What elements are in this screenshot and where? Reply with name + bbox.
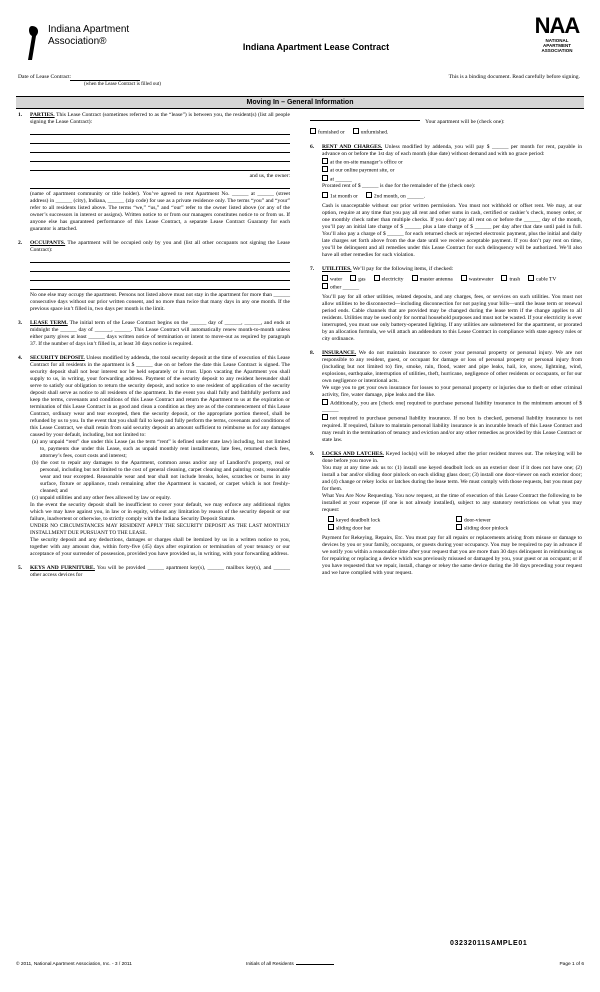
checkbox[interactable]	[456, 516, 462, 522]
owner-name-field[interactable]	[30, 182, 290, 189]
checkbox[interactable]	[328, 516, 334, 522]
payment-option[interactable]	[322, 158, 582, 167]
utility-option[interactable]	[528, 275, 556, 284]
paragraph-utilities	[310, 266, 582, 343]
indiana-apartment-association-logo	[24, 20, 144, 64]
deposit-caps-notice: UNDER NO CIRCUMSTANCES MAY RESIDENT APPLY THE SECURITY DEPOSIT AS THE LAST MONTHLY INSTALLMENT DUE PURSUANT TO THE LEASE.	[30, 523, 290, 536]
checkbox[interactable]	[322, 283, 328, 289]
resident-name-field[interactable]	[30, 164, 290, 171]
furnished-option[interactable]	[310, 128, 345, 137]
checkbox[interactable]	[374, 275, 380, 281]
paragraph-number: 6.	[310, 143, 315, 150]
date-field[interactable]	[70, 80, 140, 81]
paragraph-occupants	[18, 240, 290, 313]
date-line	[16, 74, 584, 90]
checkbox[interactable]	[310, 128, 316, 134]
utility-options	[322, 275, 582, 292]
option-label: keyed deadbolt lock	[336, 517, 381, 523]
paragraph-number: 1.	[18, 112, 23, 118]
paragraph-lease-term	[18, 320, 290, 348]
paragraph-heading: OCCUPANTS.	[30, 240, 66, 246]
option-label: cable TV	[536, 276, 557, 282]
paragraph-text: We do not maintain insurance to cover your personal property or personal injury. We are not responsible to any resident, guest, or occupant for damage or loss of personal property or personal injury from (including but not limited to) fire, smoke, rain, flood, water and pipe leaks, hail, ice, snow, lightning, wind, explosions, earthquake, interruption of utilities, theft, hurricane, negligence of other residents or occupants, or for our own negligence or intentional acts.	[322, 349, 582, 384]
checkbox[interactable]	[322, 158, 328, 164]
option-label: other ______	[330, 284, 360, 291]
initials-line	[246, 962, 334, 967]
utility-option[interactable]	[374, 275, 404, 284]
paragraph-number: 9.	[310, 450, 315, 457]
initials-field[interactable]	[296, 964, 334, 965]
checkbox[interactable]	[456, 524, 462, 530]
paragraph-text: Your apartment will be (check one):	[425, 119, 505, 125]
option-label: sliding door pinlock	[464, 525, 509, 532]
date-label: Date of Lease Contract:	[18, 74, 72, 80]
option-label: electricity	[381, 276, 404, 282]
option-label: at ______	[330, 176, 352, 182]
naa-logo-line3: ASSOCIATION	[541, 48, 573, 53]
occupant-name-field[interactable]	[30, 283, 290, 290]
utility-option[interactable]	[412, 275, 453, 284]
right-column	[310, 112, 582, 584]
occupant-name-field[interactable]	[30, 274, 290, 281]
paragraph-text: No one else may occupy the apartment. Persons not listed above must not stay in the apartment for more than ______ consecutive days without our prior written consent, and no more than twice that many days in any one month. If the previous space isn’t filled in, two days per month is the limit.	[30, 292, 290, 312]
checkbox[interactable]	[353, 128, 359, 134]
paragraph-insurance	[310, 350, 582, 444]
lock-request-options	[322, 516, 582, 533]
option-label: wastewater	[468, 276, 494, 282]
ia-logo-icon	[24, 24, 44, 62]
document-code: 03232011SAMPLE01	[450, 940, 528, 947]
checkbox[interactable]	[528, 275, 534, 281]
paragraph-locks-latches	[310, 451, 582, 577]
option-label: gas	[358, 276, 366, 282]
header	[16, 14, 584, 72]
paragraph-number: 8.	[310, 349, 315, 356]
prorated-rent-text: Prorated rent of $ ______ is due for the remainder of the (check one):	[322, 183, 476, 189]
paragraph-text: We urge you to get your own insurance for losses to your personal property or injuries due to theft or other criminal activity, fire, water damage, pipe leaks and the like.	[322, 384, 582, 398]
resident-name-field[interactable]	[30, 137, 290, 144]
checkbox[interactable]	[328, 524, 334, 530]
paragraph-text: This Lease Contract (sometimes referred to as the “lease”) is between you, the resident(s) (list all people signing the Lease Contract):	[30, 112, 290, 125]
prorated-options	[322, 192, 582, 201]
paragraph-text: Keyed lock(s) will be rekeyed after the prior resident moves out. The rekeying will be done before you move in.	[322, 450, 582, 464]
option-label: door-viewer	[464, 517, 491, 523]
checkbox[interactable]	[322, 399, 328, 405]
deposit-item-b: (b) the cost to repair any damages to the Apartment, common areas and/or any of Landlord’s property, real or personal, including but not limited to the cost of general cleaning, carpet cleaning and painting costs, reasonable wear and tear excepted. Reasonable wear and tear shall not include breaks, holes, scratches or burns in any surface, fixture or appliance, trash remaining after the Apartment is vacated, or carpet which is not freshly-cleaned; and	[32, 460, 290, 494]
checkbox[interactable]	[412, 275, 418, 281]
paragraph-heading: UTILITIES.	[322, 265, 352, 272]
option-label: 1st month or	[330, 193, 358, 200]
initials-label: Initials of all Residents	[246, 962, 294, 967]
paragraph-heading: LOCKS AND LATCHES.	[322, 450, 384, 457]
checkbox[interactable]	[322, 192, 328, 198]
lock-option[interactable]	[456, 524, 508, 533]
binding-notice: This is a binding document. Read carefully before signing.	[448, 74, 580, 80]
paragraph-number: 5.	[18, 565, 23, 571]
checkbox[interactable]	[322, 414, 328, 420]
option-label: master antenna	[419, 276, 453, 282]
paragraph-text: The initial term of the Lease Contract begins on the ______ day of ______, ______, and ends at midnight the ______ day of ______, ______. This Lease Contract will automatically renew month-to-month unless either party gives at least ______ days written notice of termination or intent to move-out as required by paragraph 37. If the number of days isn’t filled in, at least 30 days notice is required.	[30, 320, 291, 347]
resident-name-field[interactable]	[30, 155, 290, 162]
naa-logo-line2: APARTMENT	[543, 43, 571, 48]
paragraph-text: You’ll pay for all other utilities, related deposits, and any charges, fees, or services on such utilities. You must not allow utilities to be disconnected—including disconnection for not paying your bills—until the lease term or renewal period ends. Cable channels that are provided may be changed during the lease term if the change applies to all residents. Utilities may be used only for normal household purposes and must not be wasted. If your electricity is ever interrupted, you must use only battery-operated lighting. If any utilities are submetered for the apartment, or prorated by an allocation formula, we will attach an addendum to this Lease Contract in compliance with state agency rules or city ordinance.	[322, 293, 582, 342]
lock-option[interactable]	[328, 524, 448, 533]
paragraph-text: Unless modified by addenda, you will pay $ ______ per month for rent, payable in advance on or before the 1st day of each month (due date) without demand and with no grace period:	[322, 143, 583, 157]
option-label: at our online payment site, or	[330, 167, 395, 174]
paragraph-keys-furniture-cont	[310, 112, 582, 137]
resident-name-field[interactable]	[30, 128, 290, 135]
ia-logo-text	[48, 24, 129, 48]
paragraph-text: What You Are Now Requesting. You now request, at the time of execution of this Lease Contract the following to be installed at your expense (if one is not already installed), subject to any statutory restrictions on what you may request:	[322, 492, 582, 513]
occupant-name-field[interactable]	[30, 265, 290, 272]
naa-logo-mark: NAA	[534, 13, 580, 38]
option-label: sliding door bar	[336, 525, 371, 532]
deposit-item-c: (c) unpaid utilities and any other fees allowed by law or equity.	[32, 495, 171, 501]
paragraph-text: You will be provided ______ apartment key(s), ______ mailbox key(s), and ______ other access devices for	[30, 565, 291, 578]
paragraph-number: 3.	[18, 320, 23, 326]
paragraph-text: In the event the security deposit shall be insufficient to cover your default, we may enforce any additional rights which we may have against you, in law or in equity, without any limitation by reason of the security deposit or our failure, inadvertent or otherwise, to strictly comply with the Indiana Security Deposit Statute.	[30, 502, 290, 522]
option-label: Additionally, you are [check one] required to purchase personal liability insurance in the minimum amount of $ ______	[322, 400, 582, 413]
ia-logo-line2: Association®	[48, 36, 107, 47]
option-label: trash	[509, 276, 521, 282]
paragraph-text: We’ll pay for the following items, if checked:	[352, 265, 454, 272]
paragraph-keys-furniture	[18, 565, 290, 579]
paragraph-rent-charges	[310, 144, 582, 259]
second-month-option[interactable]	[366, 192, 425, 201]
left-column	[18, 112, 290, 586]
checkbox[interactable]	[322, 175, 328, 181]
paragraph-heading: RENT AND CHARGES.	[322, 143, 383, 150]
resident-name-field[interactable]	[30, 146, 290, 153]
paragraph-number: 7.	[310, 265, 315, 272]
option-label: at the on-site manager’s office or	[330, 159, 403, 165]
checkbox[interactable]	[322, 275, 328, 281]
paragraph-number: 2.	[18, 240, 23, 246]
checkbox[interactable]	[366, 192, 372, 198]
insurance-required-option[interactable]	[322, 399, 582, 415]
first-month-option[interactable]	[322, 192, 358, 201]
checkbox[interactable]	[322, 166, 328, 172]
ia-logo-line1: Indiana Apartment	[48, 24, 130, 35]
checkbox[interactable]	[350, 275, 356, 281]
owner-label: and us, the owner:	[249, 173, 290, 179]
checkbox[interactable]	[461, 275, 467, 281]
paragraph-heading: KEYS AND FURNITURE.	[30, 565, 95, 571]
option-label: furnished or	[318, 129, 345, 136]
date-note: (when the Lease Contract is filled out)	[84, 82, 161, 87]
option-label: 2nd month, on ______.	[373, 193, 425, 200]
document-title: Indiana Apartment Lease Contract	[242, 42, 390, 52]
payment-option[interactable]	[322, 166, 582, 175]
occupant-name-field[interactable]	[30, 256, 290, 263]
option-label: water	[330, 276, 343, 282]
utility-option[interactable]	[501, 275, 520, 284]
paragraph-heading: LEASE TERM.	[30, 320, 68, 326]
lock-option[interactable]	[328, 516, 448, 525]
paragraph-text: (name of apartment community or title holder). You’ve agreed to rent Apartment No. ______ at ______ (street address) in ______ (city), Indiana, ______ (zip code) for use as a private residence only. The terms “you” and “your” refer to all residents listed above. The terms “we,” “us,” and “our” refer to the owner listed above (or any of the owner’s successors in interest or assigns). Written notice to or from our managers constitutes notice to or from us. If anyone else has guaranteed performance of this Lease Contract, a separate Lease Contract Guaranty for each guarantor is attached.	[30, 191, 290, 232]
checkbox[interactable]	[501, 275, 507, 281]
paragraph-text: The apartment will be occupied only by you and (list all other occupants not signing the Lease Contract):	[30, 240, 290, 253]
paragraph-text: Unless modified by addenda, the total security deposit at the time of execution of this Lease Contract for all residents in the apartment is $ ______ due on or before the date this Lease Contract is signed. The security deposit shall not bear interest nor be held separately or in trust. Upon vacating the Apartment you shall supply to us, in writing, your forwarding address. Payment of the security deposit to any resident hereunder shall serve to satisfy our obligation to return the security deposit, and notice to one resident of application of the security deposit shall serve as notice to all residents of the apartment. In the event you shall fully and faithfully perform and keep the terms, covenants and conditions of this Lease Contract and return the Apartment to us at the expiration or termination of this Lease Contract in as good and clean a condition as they are as of the commencement of this Lease Contract, ordinary wear and tear excepted, then the security deposit, or the appropriate portion thereof, shall be refunded by us to you. In the event that you shall fail to keep and fully perform the terms, covenants and conditions of this Lease Contract, we shall retain from said security deposit an amount sufficient to reimburse us for any damages caused by your default, including, but not limited to:	[30, 355, 290, 438]
paragraph-text: You may at any time ask us to: (1) install one keyed deadbolt lock on an exterior door if it does not have one; (2) install a bar and/or sliding door pinlock on each sliding glass door; (3) install one door-viewer on each exterior door; and (4) change or rekey locks or latches during the lease term. We must comply with those requests, but you must pay for them.	[322, 464, 582, 492]
paragraph-text: Cash is unacceptable without our prior written permission. You must not withhold or offset rent. We may, at our option, require at any time that you pay all rent and other sums in cash, certified or cashier’s check, money order, or one monthly check rather than multiple checks. If you don’t pay all rent on or before the ______ day of the month, you’ll pay an initial late charge of $ ______ plus a late charge of $ ______ per day after that date until paid in full. You’ll also pay a charge of $ ______ for each returned check or rejected electronic payment, plus the initial and daily late charges set forth above from the due date until we receive acceptable payment. If you don’t pay rent on time, you’ll be delinquent and all remedies under this Lease Contract for such delinquency will be authorized. We’ll also have all other remedies for such violation.	[322, 202, 582, 258]
section-title: Moving In – General Information	[16, 96, 584, 109]
paragraph-text: Payment for Rekeying, Repairs, Etc. You must pay for all repairs or replacements arising from misuse or damage to devices by you or your family, occupants, or guests during your occupancy. You may be required to pay in advance if we notify you within a reasonable time after your request that you are more than 30 days delinquent in reimbursing us for repairing or replacing a device which was previously misused or damaged by you, your guest or an occupant; or if you have requested that we repair, install, change or rekey the same device during the 30 days preceding your request and we have complied with your request.	[322, 534, 582, 576]
page-number: Page 1 of 6	[559, 962, 584, 967]
paragraph-number: 4.	[18, 355, 23, 361]
paragraph-heading: PARTIES.	[30, 112, 55, 118]
deposit-item-a: (a) any unpaid “rent” due under this Lease (as the term “rent” is defined under state law) including, but not limited to, payments due under this Lease, such as unpaid monthly rent installments, late fees, returned check fees, attorney’s fees, court costs and interest;	[32, 439, 290, 459]
option-label: not required to purchase personal liability insurance. If no box is checked, personal liability insurance is not required. If required, failure to maintain personal liability insurance is an incurable breach of this Lease Contract and may result in the termination of tenancy and eviction and/or any other remedies as provided by this Lease Contract or state law.	[322, 415, 582, 443]
lock-option[interactable]	[456, 516, 491, 525]
paragraph-security-deposit	[18, 355, 290, 558]
naa-logo	[532, 14, 582, 70]
utility-option[interactable]	[322, 283, 359, 292]
payment-option[interactable]	[322, 175, 582, 184]
copyright: © 2011, National Apartment Association, Inc. - 3 / 2011	[16, 962, 132, 967]
utility-option[interactable]	[461, 275, 494, 284]
footer	[16, 962, 584, 974]
utility-option[interactable]	[322, 275, 342, 284]
access-devices-field[interactable]	[310, 114, 420, 121]
option-label: unfurnished.	[360, 129, 389, 136]
insurance-not-required-option[interactable]	[322, 414, 582, 444]
paragraph-heading: SECURITY DEPOSIT.	[30, 355, 85, 361]
furnished-options	[310, 128, 582, 137]
utility-option[interactable]	[350, 275, 365, 284]
paragraph-heading: INSURANCE.	[322, 349, 357, 356]
paragraph-text: The security deposit and any deductions, damages or charges shall be itemized by us in a written notice to you, together with any amount due, within forty-five (45) days after expiration or termination of your tenancy or our acceptance of your surrender of possession, provided you have provided us, in writing, with your forwarding address.	[30, 537, 290, 557]
unfurnished-option[interactable]	[353, 128, 389, 137]
paragraph-parties	[18, 112, 290, 233]
naa-logo-line1: NATIONAL	[545, 38, 569, 43]
